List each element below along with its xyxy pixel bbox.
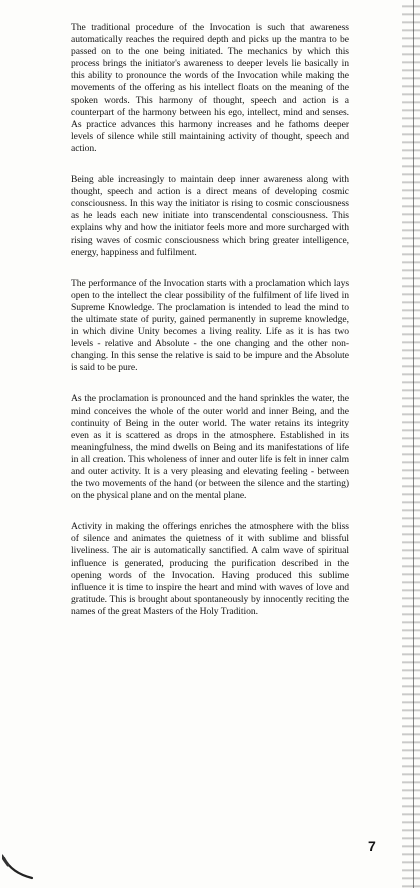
paragraph-proclamation: The performance of the Invocation starts with a proclamation which lays open to the intellect the clear possibility of the fulfilment of life lived in Supreme Knowledge. The proclamation is intended to lead the mind to the ultimate state of purity, gained permanently in supreme knowledge, in which divine Unity becomes a living reality. Life as it is has two levels - relative and Absolute - the one changing and the other non-changing. In this sense the relative is said to be impure and the Absolute is said to be pure. [71, 277, 349, 374]
scan-binding-edge [402, 0, 420, 888]
paragraph-water-sprinkling: As the proclamation is pronounced and the hand sprinkles the water, the mind conceives the whole of the outer world and inner Being, and the continuity of Being in the outer world. The water retains its integrity even as it is scattered as drops in the atmosphere. Established in its meaningfulness, the mind dwells on Being and its manifestations of life in all creation. This wholeness of inner and outer life is felt in inner calm and outer activity. It is a very pleasing and elevating feeling - between the two movements of the hand (or between the silence and the starting) on the physical plane and on the mental plane. [71, 393, 349, 502]
scan-corner-mark [2, 852, 50, 882]
page-number: 7 [368, 838, 376, 854]
body-text [71, 22, 349, 637]
paragraph-offerings: Activity in making the offerings enriches the atmosphere with the bliss of silence and animates the quietness of it with sublime and blissful liveliness. The air is automatically sanctified. A calm wave of spiritual influence is generated, producing the purification described in the opening words of the Invocation. Having produced this sublime influence it is time to inspire the heart and mind with waves of love and gratitude. This is brought about spontaneously by innocently reciting the names of the great Masters of the Holy Tradition. [71, 521, 349, 617]
scan-binding-line [413, 0, 414, 888]
paragraph-invocation-procedure: The traditional procedure of the Invocation is such that awareness automatically reaches the required depth and picks up the mantra to be passed on to the one being initiated. The mechanics by which this process brings the initiator's awareness to deeper levels lie basically in this ability to pronounce the words of the Invocation while making the movements of the offering as his intellect floats on the meaning of the spoken words. This harmony of thought, speech and action is a counterpart of the harmony between his ego, intellect, mind and senses. As practice advances this harmony increases and he fathoms deeper levels of silence while still maintaining activity of thought, speech and action. [71, 22, 349, 154]
paragraph-cosmic-consciousness: Being able increasingly to maintain deep inner awareness along with thought, speech and action is a direct means of developing cosmic consciousness. In this way the initiator is rising to cosmic consciousness as he leads each new initiate into transcendental consciousness. This explains why and how the initiator feels more and more surcharged with rising waves of cosmic consciousness which bring greater intelligence, energy, happiness and fulfilment. [71, 174, 349, 258]
